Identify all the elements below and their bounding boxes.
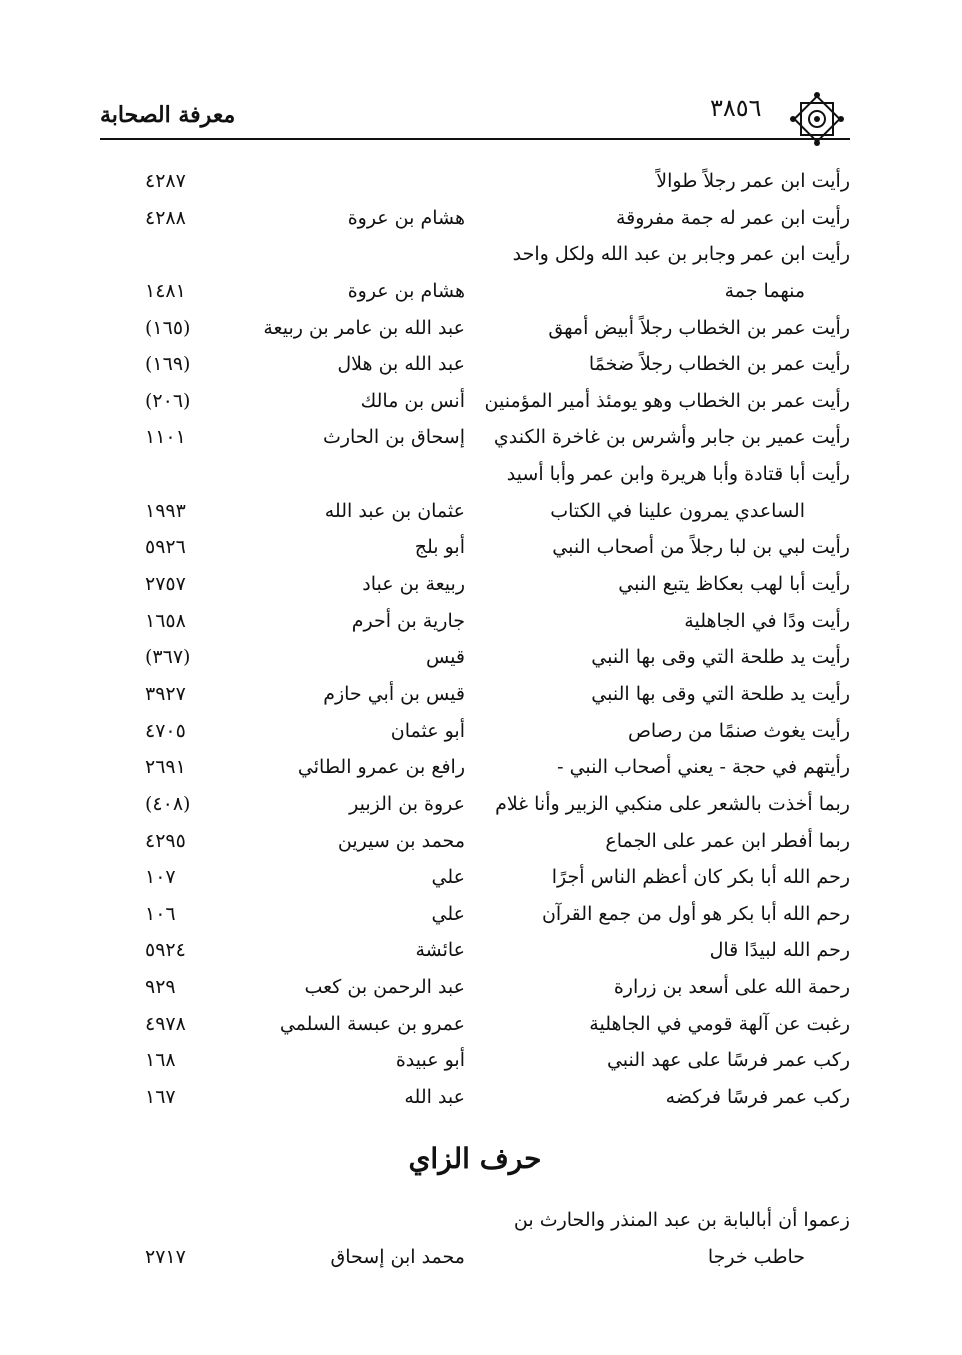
index-row bbox=[100, 496, 850, 533]
entry-text: ركب عمر فرسًا على عهد النبي bbox=[606, 1049, 850, 1072]
index-row bbox=[100, 313, 850, 350]
entry-narrator: رافع بن عمرو الطائي bbox=[297, 756, 465, 779]
entry-text: رأيت يغوث صنمًا من رصاص bbox=[627, 719, 850, 742]
entry-ref: ١٦٧ bbox=[145, 1086, 176, 1109]
entry-narrator: قيس bbox=[425, 646, 465, 669]
index-row bbox=[100, 1082, 850, 1119]
index-row bbox=[100, 642, 850, 679]
entry-ref: ٥٩٢٤ bbox=[145, 939, 186, 962]
index-row bbox=[100, 1009, 850, 1046]
entry-text: رحم الله لبيدًا قال bbox=[709, 939, 850, 962]
entry-narrator: عبد الله بن عامر بن ربيعة bbox=[263, 316, 465, 339]
index-row bbox=[100, 899, 850, 936]
entry-ref: ٢٧١٧ bbox=[145, 1246, 186, 1268]
hadith-index-list bbox=[100, 166, 850, 1119]
entry-text: منهما جمة bbox=[724, 279, 805, 302]
entry-text: حاطب خرجا bbox=[707, 1246, 805, 1268]
index-row bbox=[100, 532, 850, 569]
entry-narrator: عبد الله بن هلال bbox=[337, 353, 465, 376]
entry-narrator: ربيعة بن عباد bbox=[362, 573, 465, 596]
entry-narrator: أبو عبيدة bbox=[395, 1049, 465, 1072]
page-number: ٣٨٥٦ bbox=[710, 94, 762, 122]
entry-text: رأيت عمير بن جابر وأشرس بن غاخرة الكندي bbox=[493, 426, 850, 449]
entry-narrator: علي bbox=[431, 866, 465, 889]
index-row bbox=[100, 569, 850, 606]
entry-text: رحمة الله على أسعد بن زرارة bbox=[613, 976, 850, 999]
entry-ref: (٤٠٨) bbox=[145, 792, 191, 815]
entry-narrator: عبد الرحمن بن كعب bbox=[304, 976, 465, 999]
entry-narrator: أنس بن مالك bbox=[360, 389, 465, 412]
index-row bbox=[100, 422, 850, 459]
entry-ref: ٤٢٩٥ bbox=[145, 829, 186, 852]
entry-narrator: علي bbox=[431, 902, 465, 925]
entry-narrator: محمد ابن إسحاق bbox=[330, 1246, 465, 1268]
entry-narrator: قيس بن أبي حازم bbox=[323, 682, 465, 705]
index-row bbox=[100, 203, 850, 240]
entry-ref: (٣٦٧) bbox=[145, 646, 191, 669]
entry-ref: ٢٧٥٧ bbox=[145, 573, 186, 596]
index-row bbox=[100, 349, 850, 386]
entry-ref: ٢٦٩١ bbox=[145, 756, 186, 779]
entry-text: الساعدي يمرون علينا في الكتاب bbox=[550, 499, 805, 522]
entry-text: رأيت ودًا في الجاهلية bbox=[684, 609, 850, 632]
entry-text: رأيت يد طلحة التي وقى بها النبي bbox=[591, 682, 850, 705]
entry-narrator: إسحاق بن الحارث bbox=[322, 426, 465, 449]
entry-narrator: عثمان بن عبد الله bbox=[324, 499, 465, 522]
entry-text: رأيت أبا قتادة وأبا هريرة وابن عمر وأبا أسيد bbox=[506, 463, 850, 486]
entry-ref: ١١٠١ bbox=[145, 426, 186, 449]
entry-text: ربما أفطر ابن عمر على الجماع bbox=[605, 829, 850, 852]
entry-ref: (١٦٥) bbox=[145, 316, 191, 339]
index-row bbox=[100, 826, 850, 863]
index-row bbox=[100, 789, 850, 826]
section-entry-line-2 bbox=[100, 1242, 850, 1278]
entry-narrator: محمد بن سيرين bbox=[337, 829, 465, 852]
index-row bbox=[100, 716, 850, 753]
entry-text: رغبت عن آلهة قومي في الجاهلية bbox=[589, 1012, 850, 1035]
index-row bbox=[100, 935, 850, 972]
entry-text: ركب عمر فرسًا فركضه bbox=[665, 1086, 850, 1109]
entry-narrator: عبد الله bbox=[404, 1086, 465, 1109]
entry-text: رأيت يد طلحة التي وقى بها النبي bbox=[591, 646, 850, 669]
entry-ref: ١٠٧ bbox=[145, 866, 176, 889]
index-row bbox=[100, 166, 850, 203]
entry-narrator: أبو عثمان bbox=[390, 719, 465, 742]
entry-text: رأيت عمر بن الخطاب رجلاً ضخمًا bbox=[588, 353, 850, 376]
header-rule bbox=[100, 138, 850, 140]
entry-narrator: أبو بلج bbox=[414, 536, 465, 559]
entry-ref: ١٦٨ bbox=[145, 1049, 176, 1072]
index-row bbox=[100, 862, 850, 899]
entry-narrator: جارية بن أحرم bbox=[351, 609, 465, 632]
index-row bbox=[100, 239, 850, 276]
page-header bbox=[100, 92, 850, 137]
entry-ref: (٢٠٦) bbox=[145, 389, 191, 412]
entry-ref: ٤٢٨٨ bbox=[145, 206, 186, 229]
entry-narrator: هشام بن عروة bbox=[347, 279, 465, 302]
entry-text: رحم الله أبا بكر هو أول من جمع القرآن bbox=[541, 902, 850, 925]
entry-ref: ٤٩٧٨ bbox=[145, 1012, 186, 1035]
entry-text: رأيت ابن عمر رجلاً طوالاً bbox=[656, 170, 850, 192]
index-row bbox=[100, 276, 850, 313]
entry-ref: ١٤٨١ bbox=[145, 279, 186, 302]
entry-narrator: هشام بن عروة bbox=[347, 206, 465, 229]
entry-ref: ٣٩٢٧ bbox=[145, 682, 186, 705]
entry-ref: ٤٢٨٧ bbox=[145, 170, 186, 192]
entry-text: رأيت ابن عمر له جمة مفروقة bbox=[615, 206, 850, 229]
entry-ref: ٩٢٩ bbox=[145, 976, 176, 999]
entry-text: زعموا أن أبالبابة بن عبد المنذر والحارث بن bbox=[513, 1209, 850, 1231]
section-entry-line-1 bbox=[100, 1205, 850, 1241]
index-row bbox=[100, 386, 850, 423]
entry-narrator: عائشة bbox=[415, 939, 465, 962]
index-row bbox=[100, 606, 850, 643]
entry-narrator: عروة بن الزبير bbox=[349, 792, 465, 815]
entry-ref: ١٦٥٨ bbox=[145, 609, 186, 632]
section-heading: حرف الزاي bbox=[408, 1142, 542, 1175]
entry-text: رحم الله أبا بكر كان أعظم الناس أجرًا bbox=[551, 866, 850, 889]
entry-text: رأيت ابن عمر وجابر بن عبد الله ولكل واحد bbox=[512, 243, 850, 266]
entry-ref: ١٠٦ bbox=[145, 902, 176, 925]
entry-ref: ٥٩٢٦ bbox=[145, 536, 186, 559]
entry-ref: (١٦٩) bbox=[145, 353, 191, 376]
running-title: معرفة الصحابة bbox=[100, 102, 236, 128]
entry-narrator: عمرو بن عبسة السلمي bbox=[279, 1012, 465, 1035]
index-row bbox=[100, 972, 850, 1009]
index-row bbox=[100, 752, 850, 789]
entry-ref: ٤٧٠٥ bbox=[145, 719, 186, 742]
index-row bbox=[100, 1045, 850, 1082]
entry-text: ربما أخذت بالشعر على منكبي الزبير وأنا غلام bbox=[495, 792, 850, 815]
entry-text: رأيت لبي بن لبا رجلاً من أصحاب النبي bbox=[552, 536, 850, 559]
entry-text: رأيت عمر بن الخطاب رجلاً أبيض أمهق bbox=[548, 316, 850, 339]
entry-text: رأيت أبا لهب بعكاظ يتبع النبي bbox=[618, 573, 850, 596]
entry-text: رأيت عمر بن الخطاب وهو يومئذ أمير المؤمنين bbox=[484, 389, 850, 412]
entry-ref: ١٩٩٣ bbox=[145, 499, 186, 522]
index-row bbox=[100, 679, 850, 716]
entry-text: رأيتهم في حجة - يعني أصحاب النبي - bbox=[557, 756, 850, 779]
index-row bbox=[100, 459, 850, 496]
